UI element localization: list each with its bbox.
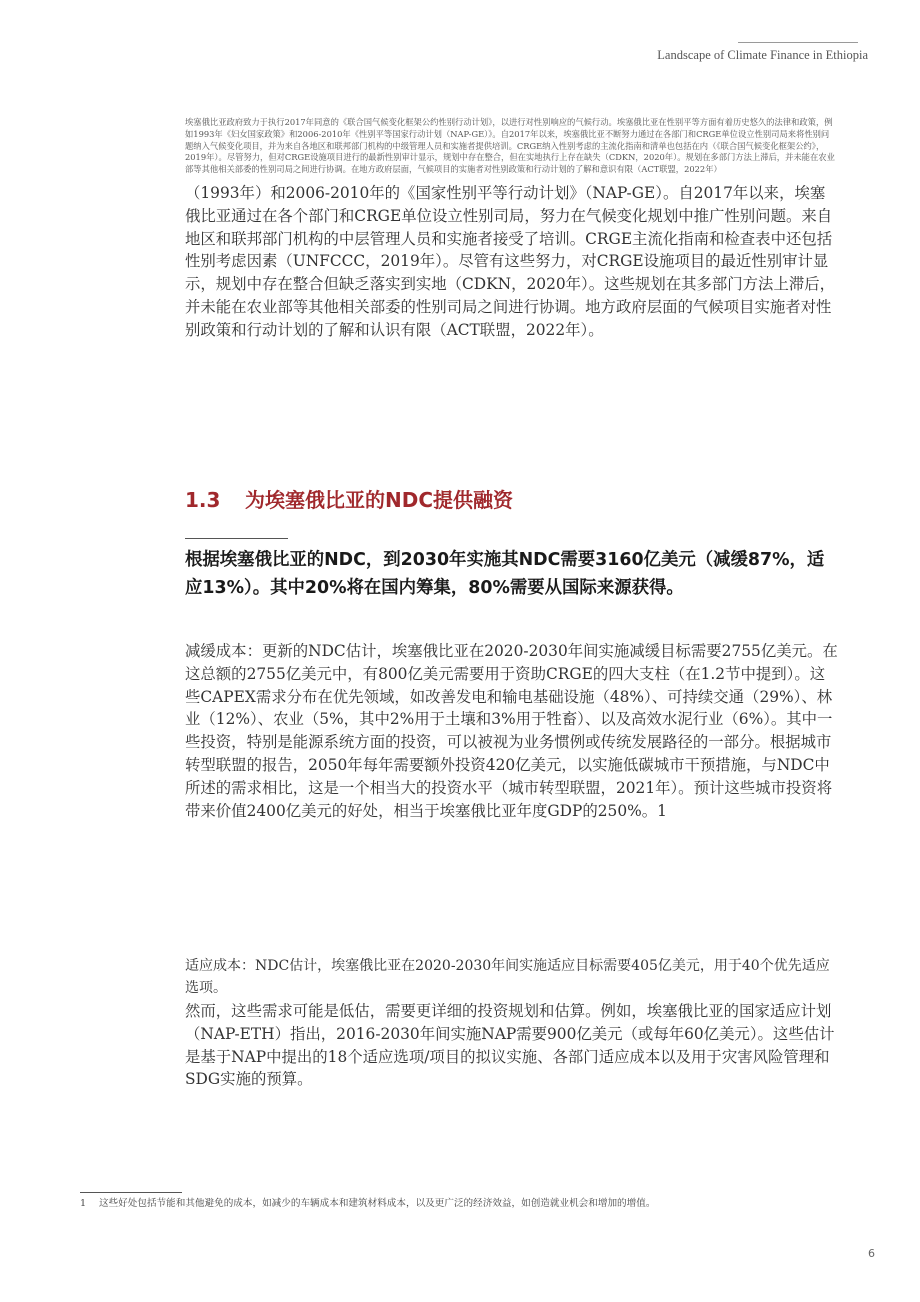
adaptation-cost-note: 适应成本：NDC估计，埃塞俄比亚在2020-2030年间实施适应目标需要405亿美元，用于40个优先适应选项。 bbox=[185, 958, 830, 996]
header-rule bbox=[738, 42, 858, 43]
section-divider bbox=[185, 538, 288, 539]
footnote bbox=[80, 1197, 860, 1211]
section-heading bbox=[185, 484, 513, 513]
faint-overlapping-note: 埃塞俄比亚政府致力于执行2017年同意的《联合国气候变化框架公约性别行动计划》，以进行对性别响应的气候行动。埃塞俄比亚在性别平等方面有着历史悠久的法律和政策，例如1993年《妇女国家政策》和2006-2010年《性别平等国家行动计划（NAP-GE）》。自2017年以来，埃塞俄比亚不断努力通过在各部门和CRGE单位设立性别司局来将性别问题纳入气候变化项目，并为来自各地区和联邦部门机构的中级管理人员和实施者提供培训。CRGE纳入性别考虑的主流化指南和清单也包括在内（《联合国气候变化框架公约》，2019年）。尽管努力，但对CRGE设施项目进行的最新性别审计显示，规划中存在整合，但在实地执行上存在缺失（CDKN，2020年）。规划在多部门方法上滞后，并未能在农业部等其他相关部委的性别司局之间进行协调。在地方政府层面，气候项目的实施者对性别政策和行动计划的了解和意识有限（ACT联盟，2022年） bbox=[185, 117, 835, 175]
footnote-divider bbox=[80, 1192, 182, 1193]
page-number: 6 bbox=[868, 1247, 875, 1260]
adaptation-cost-paragraph: 然而，这些需求可能是低估，需要更详细的投资规划和估算。例如，埃塞俄比亚的国家适应计划（NAP-ETH）指出，2016-2030年间实施NAP需要900亿美元（或每年60亿美元）。这些估计是基于NAP中提出的18个适应选项/项目的拟议实施、各部门适应成本以及用于灾害风险管理和SDG实施的预算。 bbox=[185, 1002, 835, 1089]
gender-paragraph: （1993年）和2006-2010年的《国家性别平等行动计划》（NAP-GE）。自2017年以来，埃塞俄比亚通过在各个部门和CRGE单位设立性别司局，努力在气候变化规划中推广性别问题。来自地区和联邦部门机构的中层管理人员和实施者接受了培训。CRGE主流化指南和检查表中还包括性别考虑因素（UNFCCC，2019年）。尽管有这些努力，对CRGE设施项目的最近性别审计显示，规划中存在整合但缺乏落实到实地（CDKN，2020年）。这些规划在其多部门方法上滞后，并未能在农业部等其他相关部委的性别司局之间进行协调。地方政府层面的气候项目实施者对性别政策和行动计划的了解和认识有限（ACT联盟，2022年）。 bbox=[185, 184, 836, 339]
running-header: Landscape of Climate Finance in Ethiopia bbox=[657, 48, 868, 62]
section-number: 1.3 bbox=[185, 488, 221, 512]
footnote-text: 这些好处包括节能和其他避免的成本，如减少的车辆成本和建筑材料成本，以及更广泛的经济效益，如创造就业机会和增加的增值。 bbox=[99, 1198, 656, 1209]
lead-statement: 根据埃塞俄比亚的NDC，到2030年实施其NDC需要3160亿美元（减缓87%，适应13%）。其中20%将在国内筹集，80%需要从国际来源获得。 bbox=[185, 550, 825, 598]
mitigation-cost-paragraph: 减缓成本：更新的NDC估计，埃塞俄比亚在2020-2030年间实施减缓目标需要2755亿美元。在这总额的2755亿美元中，有800亿美元需要用于资助CRGE的四大支柱（在1.2节中提到）。这些CAPEX需求分布在优先领域，如改善发电和输电基础设施（48%）、可持续交通（29%）、林业（12%）、农业（5%，其中2%用于土壤和3%用于牲畜）、以及高效水泥行业（6%）。其中一些投资，特别是能源系统方面的投资，可以被视为业务惯例或传统发展路径的一部分。根据城市转型联盟的报告，2050年每年需要额外投资420亿美元，以实施低碳城市干预措施，与NDC中所述的需求相比，这是一个相当大的投资水平（城市转型联盟，2021年）。预计这些城市投资将带来价值2400亿美元的好处，相当于埃塞俄比亚年度GDP的250%。1 bbox=[185, 642, 838, 820]
section-title: 为埃塞俄比亚的NDC提供融资 bbox=[245, 488, 514, 512]
footnote-number: 1 bbox=[80, 1198, 87, 1209]
